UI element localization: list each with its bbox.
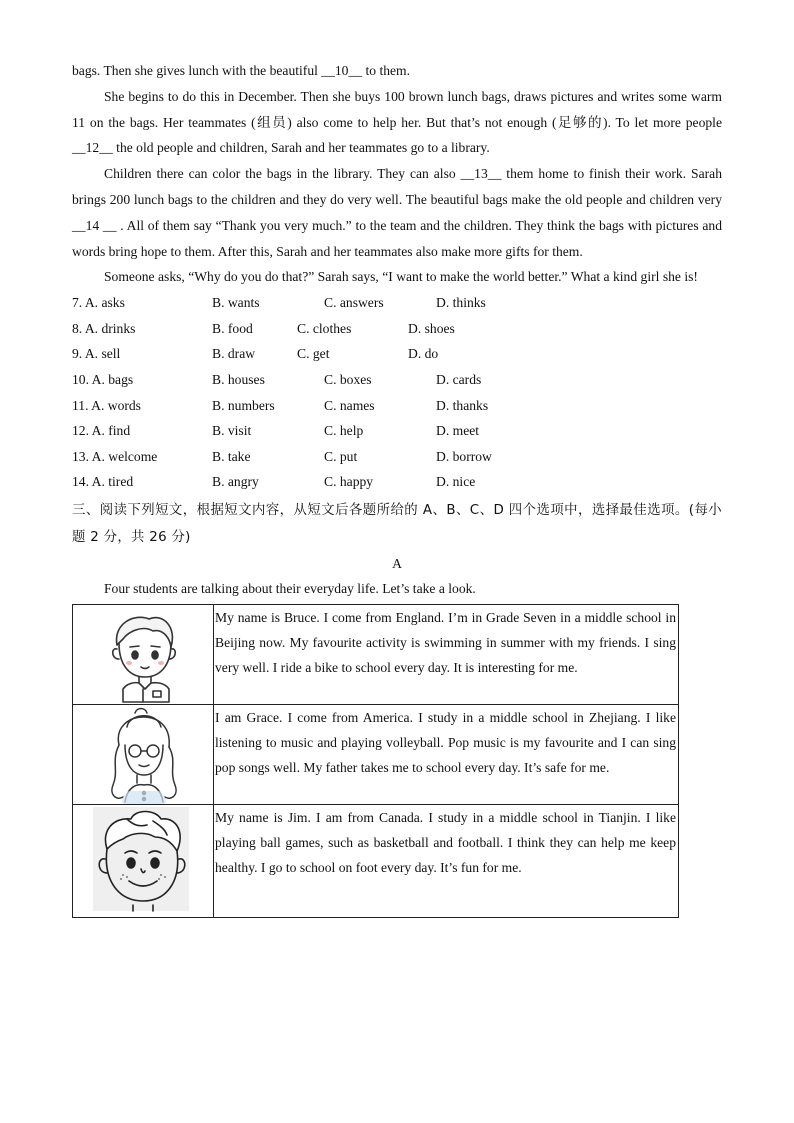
option-b: B. houses — [212, 371, 265, 387]
exam-page — [72, 58, 722, 918]
passage-paragraph: She begins to do this in December. Then she buys 100 brown lunch bags, draws pictures and writes some warm 11 on the bags. Her teammates (组员) also come to help her. But that’s not enough (足够的). To let more people __12__ the old people and children, Sarah and her teammates go to a library. — [72, 88, 722, 156]
option-d: D. thinks — [436, 295, 486, 311]
table-row — [73, 804, 679, 917]
option-c: C. names — [324, 397, 375, 413]
option-row — [72, 418, 722, 444]
option-b: B. take — [212, 448, 251, 464]
option-a: 12. A. find — [72, 423, 131, 439]
student-description — [214, 704, 679, 804]
option-b: B. visit — [212, 423, 252, 439]
option-a: 7. A. asks — [72, 295, 125, 311]
option-d: D. cards — [436, 371, 482, 387]
option-c: C. answers — [324, 295, 384, 311]
students-table — [72, 604, 679, 918]
option-b: B. draw — [212, 346, 256, 362]
cloze-passage — [72, 58, 722, 290]
passage-paragraph: Children there can color the bags in the library. They can also __13__ them home to finish their work. Sarah brings 200 lunch bags to the children and they do very well. The beautiful bags make the old people and children very __14 __ . All of them say “Thank you very much.” to the team and the children. They think the bags with pictures and words bring hope to them. After this, Sarah and her teammates also make more gifts for them. — [72, 166, 722, 259]
option-row — [72, 341, 722, 367]
option-b: B. numbers — [212, 397, 275, 413]
option-row — [72, 444, 722, 470]
option-a: 13. A. welcome — [72, 448, 158, 464]
option-d: D. nice — [436, 474, 476, 490]
option-d: D. shoes — [408, 320, 455, 336]
option-d: D. thanks — [436, 397, 489, 413]
option-a: 9. A. sell — [72, 346, 121, 362]
option-c: C. get — [297, 346, 330, 362]
option-a: 8. A. drinks — [72, 320, 136, 336]
option-row — [72, 316, 722, 342]
option-d: D. do — [408, 346, 439, 362]
part-letter: A — [392, 555, 402, 571]
student-text-bruce: My name is Bruce. I come from England. I’m in Grade Seven in a middle school in Beijing now. My favourite activity is swimming in summer with my friends. I sing very well. I ride a bike to school every day. It is interesting for me. — [215, 609, 676, 675]
girl-with-glasses-icon — [73, 705, 213, 804]
boy-face-icon — [73, 805, 213, 917]
student-description — [214, 604, 679, 704]
option-row — [72, 393, 722, 419]
boy-cartoon-icon — [73, 605, 213, 704]
option-c: C. boxes — [324, 371, 372, 387]
reading-intro: Four students are talking about their everyday life. Let’s take a look. — [104, 580, 476, 596]
option-c: C. help — [324, 423, 364, 439]
option-row — [72, 469, 722, 495]
option-a: 14. A. tired — [72, 474, 134, 490]
option-row — [72, 367, 722, 393]
option-d: D. meet — [436, 423, 480, 439]
passage-paragraph: Someone asks, “Why do you do that?” Sarah says, “I want to make the world better.” What a kind girl she is! — [104, 269, 698, 285]
avatar-cell — [73, 604, 214, 704]
option-a: 11. A. words — [72, 397, 141, 413]
student-description — [214, 804, 679, 917]
table-row — [73, 604, 679, 704]
table-row — [73, 704, 679, 804]
section-title: 三、阅读下列短文，根据短文内容，从短文后各题所给的 A、B、C、D 四个选项中，选择最佳选项。(每小题 2 分，共 26 分) — [72, 502, 722, 545]
option-c: C. clothes — [297, 320, 352, 336]
student-text-grace: I am Grace. I come from America. I study in a middle school in Zhejiang. I like listening to music and playing volleyball. Pop music is my favourite and I can sing pop songs well. My father takes me to school every day. It’s safe for me. — [215, 709, 676, 775]
passage-line: bags. Then she gives lunch with the beautiful __10__ to them. — [72, 63, 411, 78]
option-row — [72, 290, 722, 316]
option-c: C. happy — [324, 474, 374, 490]
avatar-cell — [73, 704, 214, 804]
option-b: B. wants — [212, 295, 260, 311]
option-d: D. borrow — [436, 448, 492, 464]
option-c: C. put — [324, 448, 358, 464]
option-list — [72, 290, 722, 495]
student-text-jim: My name is Jim. I am from Canada. I study in a middle school in Tianjin. I like playing ball games, such as basketball and football. I think they can help me keep healthy. I go to school on foot every day. It’s fun for me. — [215, 809, 676, 875]
option-a: 10. A. bags — [72, 371, 134, 387]
option-b: B. angry — [212, 474, 259, 490]
option-b: B. food — [212, 320, 253, 336]
avatar-cell — [73, 804, 214, 917]
